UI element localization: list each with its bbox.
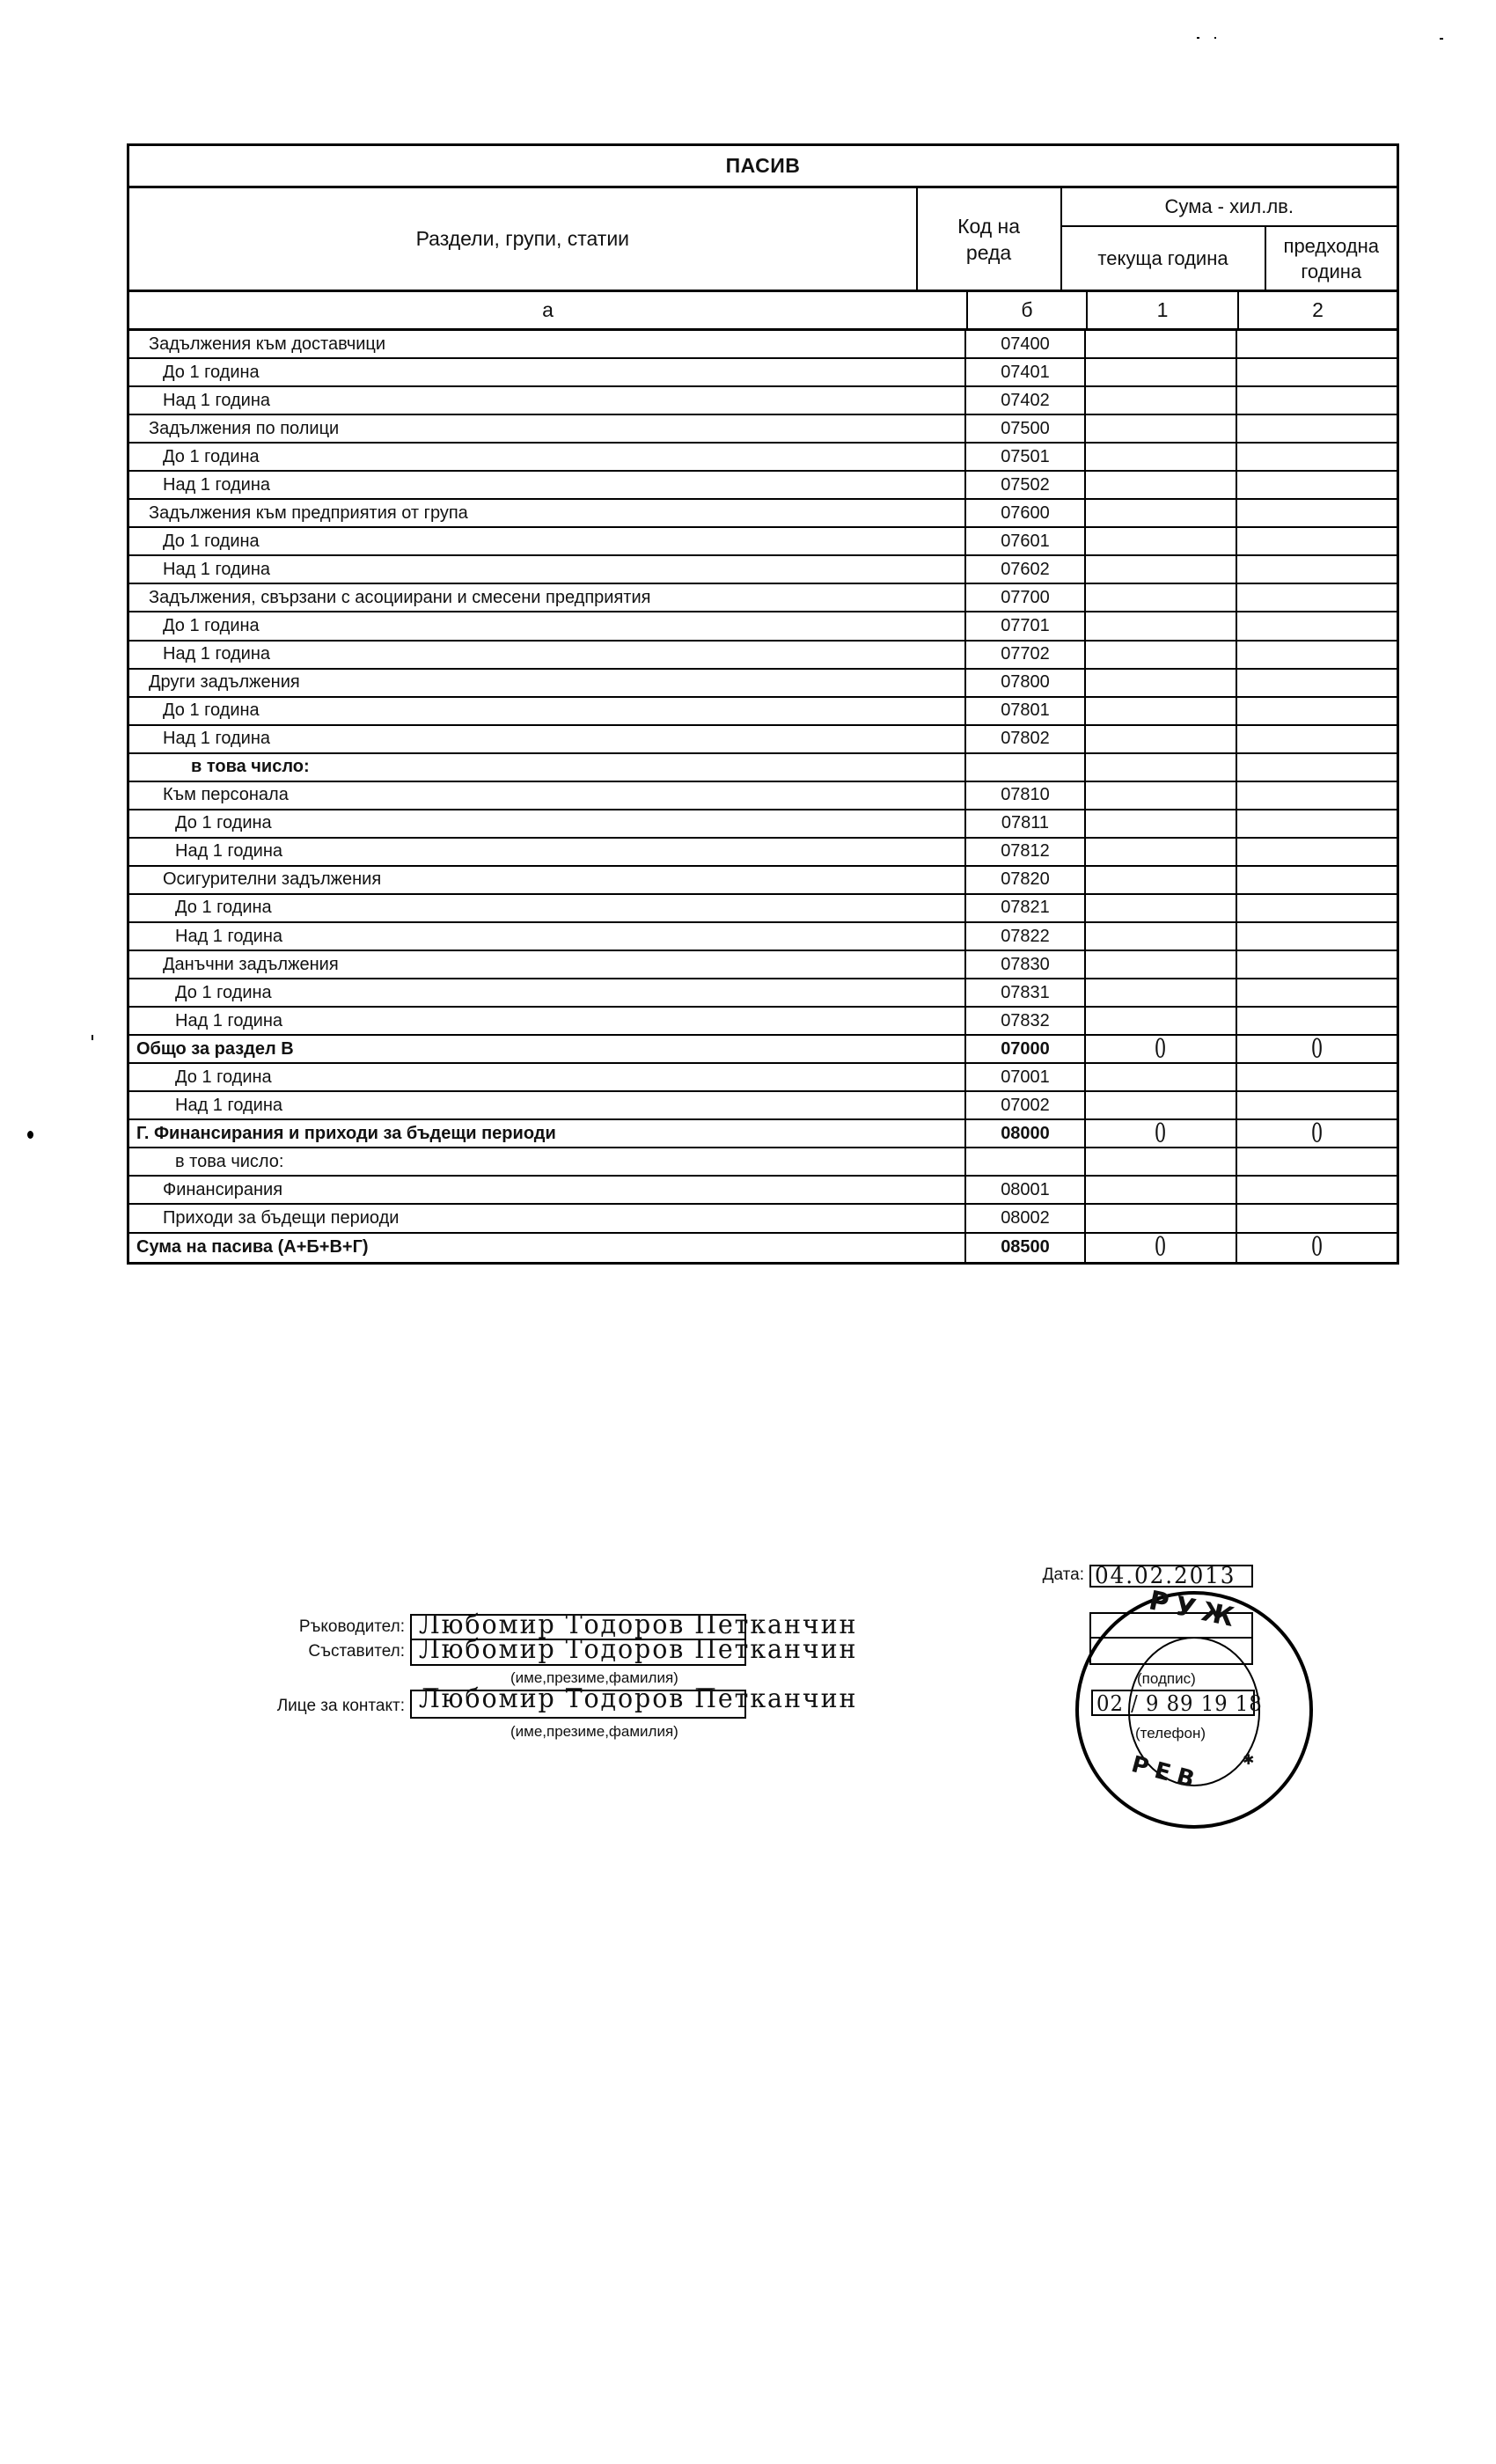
row-previous-year-cell[interactable] [1237,782,1397,809]
row-current-year-cell[interactable] [1086,1064,1237,1090]
row-previous-year-cell[interactable] [1237,1064,1397,1090]
index-name: а [129,292,968,328]
row-label: До 1 година [129,359,966,385]
row-code: 08500 [966,1234,1086,1262]
row-previous-year-cell[interactable] [1237,359,1397,385]
row-previous-year-cell[interactable] [1237,839,1397,865]
row-label: Над 1 година [129,556,966,583]
row-code: 07402 [966,387,1086,414]
row-label: До 1 година [129,810,966,837]
row-previous-year-cell[interactable] [1237,754,1397,781]
row-previous-year-cell[interactable] [1237,1234,1397,1262]
liabilities-table [127,143,1399,1265]
row-label: Задължения към доставчици [129,331,966,357]
row-current-year-cell[interactable] [1086,472,1237,498]
contact-field[interactable] [410,1683,858,1719]
table-row [129,331,1397,359]
table-row [129,1148,1397,1177]
row-current-year-cell[interactable] [1086,612,1237,639]
row-current-year-cell[interactable] [1086,754,1237,781]
row-previous-year-cell[interactable] [1237,642,1397,668]
header-sum [1062,188,1397,290]
row-current-year-cell[interactable] [1086,895,1237,921]
row-label: Над 1 година [129,1008,966,1034]
row-current-year-cell[interactable] [1086,782,1237,809]
row-current-year-cell[interactable] [1086,642,1237,668]
compiler-value: Любомир Тодоров Петканчин [419,1634,858,1665]
table-row [129,670,1397,698]
row-code: 07002 [966,1092,1086,1118]
row-code: 07801 [966,698,1086,724]
row-label: Над 1 година [129,472,966,498]
table-row [129,1120,1397,1148]
row-code: 07600 [966,500,1086,526]
table-row [129,528,1397,556]
index-current: 1 [1088,292,1239,328]
row-previous-year-cell[interactable] [1237,895,1397,921]
row-current-year-cell[interactable] [1086,528,1237,554]
row-current-year-cell[interactable] [1086,670,1237,696]
row-current-year-cell[interactable] [1086,500,1237,526]
row-code: 07702 [966,642,1086,668]
row-label: Г. Финансирания и приходи за бъдещи периоди [129,1120,966,1147]
row-previous-year-cell[interactable] [1237,698,1397,724]
row-current-year-cell[interactable] [1086,1008,1237,1034]
row-label: До 1 година [129,979,966,1006]
name-caption: (име,презиме,фамилия) [510,1669,678,1686]
row-code: 07601 [966,528,1086,554]
table-body [129,331,1397,1262]
row-current-year-cell[interactable] [1086,923,1237,950]
row-label: Над 1 година [129,923,966,950]
date-value: 04.02.2013 [1095,1563,1236,1589]
row-previous-year-cell[interactable] [1237,584,1397,611]
table-row [129,1234,1397,1262]
row-current-value: 0 [1155,1033,1167,1065]
row-previous-value: 0 [1310,1033,1324,1065]
row-current-year-cell[interactable] [1086,1148,1237,1175]
table-row [129,895,1397,923]
table-row [129,359,1397,387]
row-code: 07811 [966,810,1086,837]
scan-speck [92,1035,93,1040]
row-previous-year-cell[interactable] [1237,444,1397,470]
scan-speck [27,1131,33,1139]
header-code: Код на реда [918,188,1062,290]
row-label: Над 1 година [129,387,966,414]
row-previous-year-cell[interactable] [1237,923,1397,950]
date-field[interactable] [1089,1565,1253,1588]
row-current-year-cell[interactable] [1086,979,1237,1006]
row-current-year-cell[interactable] [1086,951,1237,978]
scan-speck [1214,37,1216,39]
row-label: Задължения към предприятия от група [129,500,966,526]
row-label: Задължения по полици [129,415,966,442]
row-code [966,1148,1086,1175]
row-label: До 1 година [129,698,966,724]
row-previous-year-cell[interactable] [1237,415,1397,442]
contact-value: Любомир Тодоров Петканчин [419,1683,858,1714]
row-current-year-cell[interactable] [1086,810,1237,837]
date-label: Дата: [1042,1566,1084,1584]
table-title-text: ПАСИВ [725,154,801,177]
row-current-value: 0 [1155,1232,1167,1264]
index-code: б [968,292,1088,328]
stamp-text-bottom: РЕВ [1128,1751,1205,1795]
row-code: 08000 [966,1120,1086,1147]
row-previous-year-cell[interactable] [1237,500,1397,526]
row-current-year-cell[interactable] [1086,1234,1237,1262]
stamp-text-top: РУЖ [1146,1585,1244,1635]
phone-value: 02 / 9 89 19 18 [1096,1691,1263,1716]
table-row [129,839,1397,867]
contact-label: Лице за контакт: [276,1697,405,1715]
row-label: Над 1 година [129,642,966,668]
row-current-year-cell[interactable] [1086,444,1237,470]
row-current-year-cell[interactable] [1086,698,1237,724]
table-row [129,387,1397,415]
row-previous-year-cell[interactable] [1237,556,1397,583]
row-code: 07700 [966,584,1086,611]
table-row [129,612,1397,641]
row-current-year-cell[interactable] [1086,331,1237,357]
signature-caption: (подпис) [1137,1670,1196,1687]
row-previous-year-cell[interactable] [1237,1177,1397,1203]
table-row [129,556,1397,584]
row-label: в това число: [129,1148,966,1175]
stamp-star-icon: ✱ [1243,1751,1255,1768]
row-code: 07830 [966,951,1086,978]
row-current-year-cell[interactable] [1086,1120,1237,1147]
row-current-year-cell[interactable] [1086,415,1237,442]
table-row [129,584,1397,612]
row-label: Общо за раздел В [129,1036,966,1062]
row-previous-year-cell[interactable] [1237,1008,1397,1034]
scan-speck [1440,38,1443,40]
row-code: 07810 [966,782,1086,809]
row-label: До 1 година [129,528,966,554]
row-code: 07502 [966,472,1086,498]
row-previous-year-cell[interactable] [1237,528,1397,554]
table-row [129,1092,1397,1120]
table-row [129,1033,1397,1065]
row-code: 07832 [966,1008,1086,1034]
table-row [129,500,1397,528]
row-previous-year-cell[interactable] [1237,1205,1397,1231]
table-row [129,810,1397,839]
row-code: 07800 [966,670,1086,696]
row-current-year-cell[interactable] [1086,1033,1237,1065]
row-label: До 1 година [129,612,966,639]
manager-value: Любомир Тодоров Петканчин [419,1610,858,1640]
row-current-year-cell[interactable] [1086,1092,1237,1118]
row-code: 07401 [966,359,1086,385]
column-index-row [129,292,1397,331]
row-current-value: 0 [1155,1118,1167,1149]
row-previous-year-cell[interactable] [1237,331,1397,357]
row-code: 07000 [966,1036,1086,1062]
row-code: 07701 [966,612,1086,639]
row-label: Над 1 година [129,726,966,752]
row-code [966,754,1086,781]
index-previous: 2 [1312,298,1324,321]
header-current-year: текуща година [1062,227,1266,290]
row-current-year-cell[interactable] [1086,726,1237,752]
table-row [129,698,1397,726]
row-previous-value: 0 [1310,1118,1324,1149]
row-code: 07820 [966,867,1086,893]
row-previous-year-cell[interactable] [1237,472,1397,498]
row-label: Задължения, свързани с асоциирани и смесени предприятия [129,584,966,611]
row-previous-year-cell[interactable] [1237,726,1397,752]
row-code: 07501 [966,444,1086,470]
row-previous-year-cell[interactable] [1237,612,1397,639]
row-current-year-cell[interactable] [1086,556,1237,583]
row-code: 07821 [966,895,1086,921]
table-row [129,923,1397,951]
row-code: 07812 [966,839,1086,865]
header-previous-year: предходна година [1283,234,1379,282]
table-row [129,951,1397,979]
row-code: 07831 [966,979,1086,1006]
table-row [129,415,1397,444]
row-label: До 1 година [129,895,966,921]
row-previous-year-cell[interactable] [1237,810,1397,837]
row-label: Данъчни задължения [129,951,966,978]
table-row [129,867,1397,895]
row-previous-year-cell[interactable] [1237,670,1397,696]
row-current-year-cell[interactable] [1086,839,1237,865]
row-code: 07400 [966,331,1086,357]
row-code: 08001 [966,1177,1086,1203]
table-header [129,188,1397,292]
row-current-year-cell[interactable] [1086,387,1237,414]
row-current-year-cell[interactable] [1086,359,1237,385]
scan-speck [1197,37,1199,39]
row-label: Към персонала [129,782,966,809]
row-previous-year-cell[interactable] [1237,951,1397,978]
row-previous-year-cell[interactable] [1237,979,1397,1006]
row-label: Над 1 година [129,1092,966,1118]
row-label: Осигурителни задължения [129,867,966,893]
row-code: 07500 [966,415,1086,442]
table-row [129,782,1397,810]
row-previous-year-cell[interactable] [1237,1033,1397,1065]
row-code: 07822 [966,923,1086,950]
table-row [129,1064,1397,1092]
table-row [129,472,1397,500]
row-previous-year-cell[interactable] [1237,1120,1397,1147]
row-label: Финансирания [129,1177,966,1203]
manager-label: Ръководител: [298,1617,405,1636]
row-label: Над 1 година [129,839,966,865]
row-previous-year-cell[interactable] [1237,387,1397,414]
row-label: Други задължения [129,670,966,696]
table-row [129,444,1397,472]
table-row [129,1008,1397,1036]
row-label: Приходи за бъдещи периоди [129,1205,966,1231]
table-row [129,979,1397,1008]
table-row [129,754,1397,782]
row-previous-year-cell[interactable] [1237,1092,1397,1118]
table-row [129,1205,1397,1233]
row-label: До 1 година [129,444,966,470]
table-title [129,146,1397,188]
row-current-year-cell[interactable] [1086,1177,1237,1203]
row-current-year-cell[interactable] [1086,867,1237,893]
row-current-year-cell[interactable] [1086,584,1237,611]
header-name: Раздели, групи, статии [129,188,918,290]
row-previous-year-cell[interactable] [1237,1148,1397,1175]
row-previous-value: 0 [1310,1232,1324,1264]
row-code: 07802 [966,726,1086,752]
phone-caption: (телефон) [1135,1725,1206,1742]
compiler-field[interactable] [410,1634,858,1666]
row-previous-year-cell[interactable] [1237,867,1397,893]
table-row [129,1177,1397,1205]
table-row [129,726,1397,754]
row-code: 07001 [966,1064,1086,1090]
row-label: Сума на пасива (А+Б+В+Г) [129,1234,966,1262]
compiler-label: Съставител: [308,1642,405,1661]
row-code: 08002 [966,1205,1086,1231]
table-row [129,642,1397,670]
header-sum-group: Сума - хил.лв. [1062,188,1397,227]
row-label: в това число: [129,754,966,781]
row-current-year-cell[interactable] [1086,1205,1237,1231]
contact-caption: (име,презиме,фамилия) [510,1723,678,1740]
row-code: 07602 [966,556,1086,583]
row-label: До 1 година [129,1064,966,1090]
